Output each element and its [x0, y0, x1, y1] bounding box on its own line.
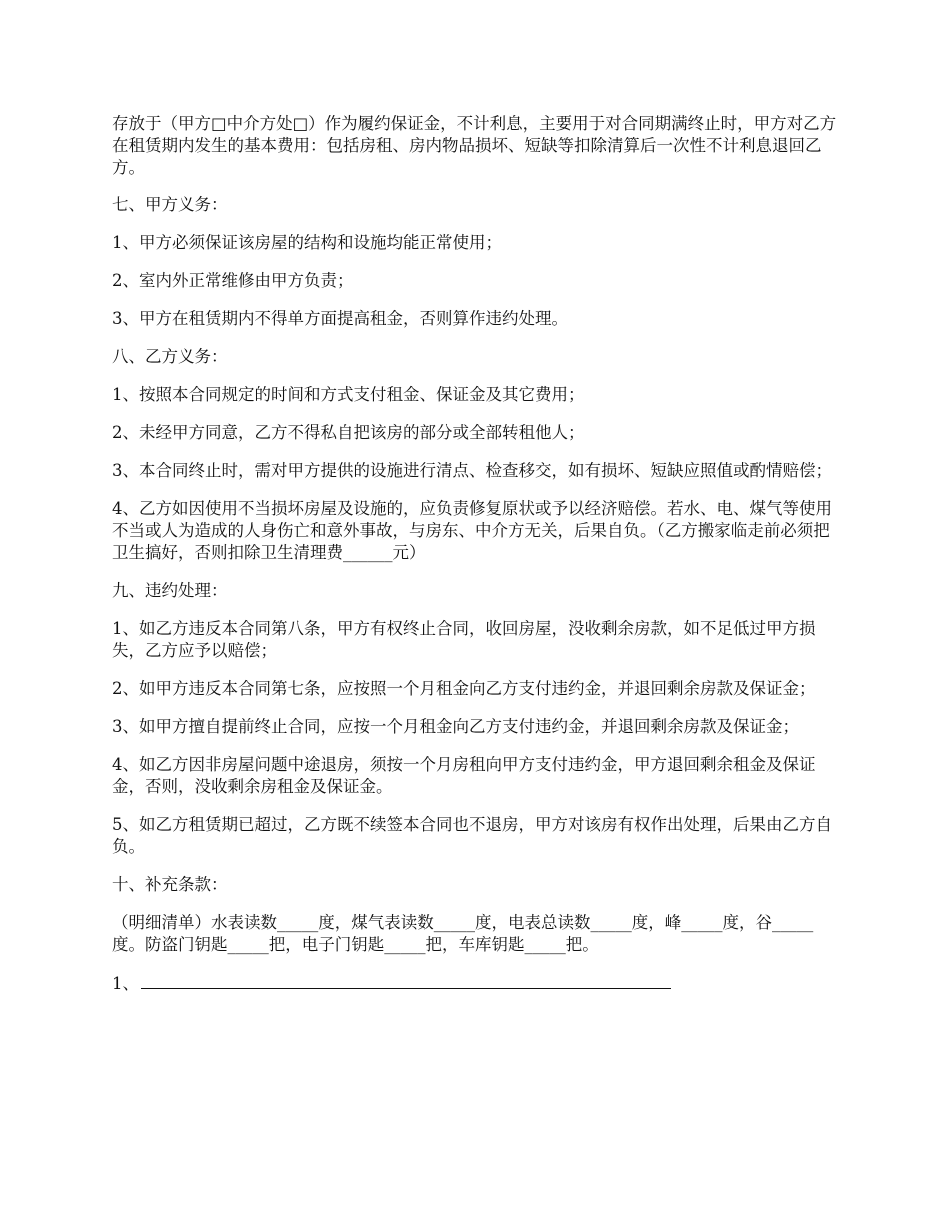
section-heading-party-b-duties: 八、乙方义务： [112, 347, 228, 366]
clause-text: 1、按照本合同规定的时间和方式支付租金、保证金及其它费用； [112, 385, 585, 404]
clause-text: 3、如甲方擅自提前终止合同，应按一个月租金向乙方支付违约金，并退回剩余房款及保证金； [112, 717, 799, 736]
clause-text: 4、乙方如因使用不当损坏房屋及设施的，应负责修复原状或予以经济赔偿。若水、电、煤气等使用不当或人为造成的人身伤亡和意外事故，与房东、中介方无关，后果自负。（乙方搬家临走前必须把卫生搞好，否则扣除卫生清理费______元） [112, 499, 832, 562]
supplementary-item-label: 1、 [112, 974, 139, 993]
clause-text: 2、如甲方违反本合同第七条，应按照一个月租金向乙方支付违约金，并退回剩余房款及保证金； [112, 679, 816, 698]
clause-text: 5、如乙方租赁期已超过，乙方既不续签本合同也不退房，甲方对该房有权作出处理，后果由乙方自负。 [112, 815, 832, 856]
supplementary-item [112, 972, 842, 995]
fill-in-blank-line [141, 972, 671, 989]
section-heading-party-a-duties: 七、甲方义务： [112, 195, 228, 214]
clause-text: 1、如乙方违反本合同第八条，甲方有权终止合同，收回房屋，没收剩余房款，如不足低过甲方损失，乙方应予以赔偿； [112, 619, 816, 660]
clause-text: 4、如乙方因非房屋问题中途退房，须按一个月房租向甲方支付违约金，甲方退回剩余租金及保证金，否则，没收剩余房租金及保证金。 [112, 755, 816, 796]
section-heading-supplementary: 十、补充条款： [112, 875, 228, 894]
inventory-list: （明细清单）水表读数_____度，煤气表读数_____度，电表总读数_____度，峰_____度，谷_____度。防盗门钥匙_____把，电子门钥匙_____把，车库钥匙_____把。 [112, 913, 814, 954]
deposit-clause: 存放于（甲方□中介方处□）作为履约保证金，不计利息，主要用于对合同期满终止时，甲方对乙方在租赁期内发生的基本费用：包括房租、房内物品损坏、短缺等扣除清算后一次性不计利息退回乙方。 [112, 114, 837, 177]
clause-text: 1、甲方必须保证该房屋的结构和设施均能正常使用； [112, 233, 502, 252]
section-heading-breach: 九、违约处理： [112, 581, 228, 600]
clause-text: 2、室内外正常维修由甲方负责； [112, 271, 354, 290]
clause-text: 2、未经甲方同意，乙方不得私自把该房的部分或全部转租他人； [112, 423, 585, 442]
clause-text: 3、本合同终止时，需对甲方提供的设施进行清点、检查移交，如有损坏、短缺应照值或酌情赔偿； [112, 461, 832, 480]
clause-text: 3、甲方在租赁期内不得单方面提高租金，否则算作违约处理。 [112, 309, 568, 328]
document-page [112, 113, 842, 1011]
